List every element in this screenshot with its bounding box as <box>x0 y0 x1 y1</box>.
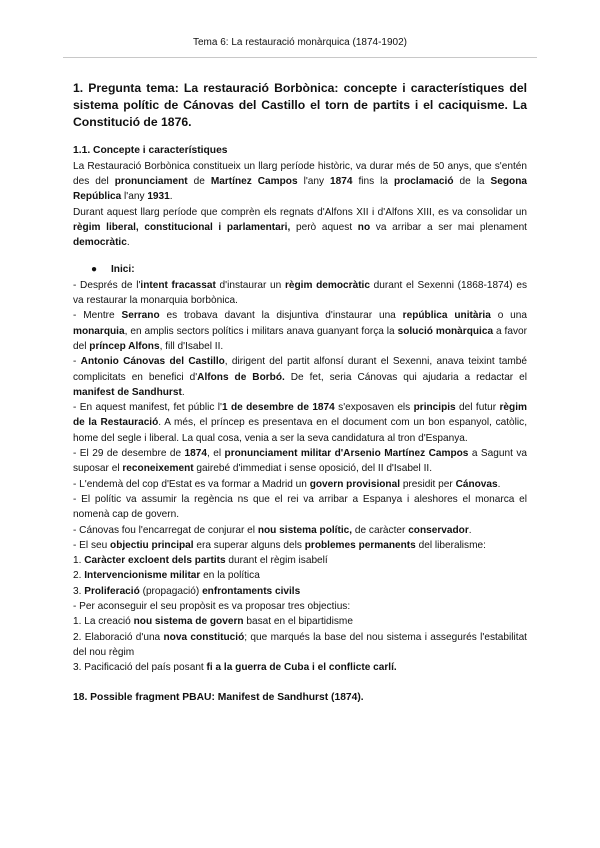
body-line: 2. Intervencionisme militar en la política <box>73 570 260 582</box>
bold-term: Cánovas <box>455 478 498 490</box>
bold-term: Serrano <box>121 310 160 322</box>
bold-term: govern provisional <box>309 478 401 490</box>
body-line: 1. La creació nou sistema de govern basat en el bipartidisme <box>73 616 353 628</box>
bullet-label: Inici: <box>111 264 135 276</box>
bold-term: reconeixement <box>122 463 194 475</box>
bullet-inici <box>73 262 527 277</box>
bold-term: problemes permanents <box>304 539 416 551</box>
bold-term: fi a la guerra de Cuba i el conflicte carlí. <box>206 662 397 674</box>
fragment-heading: 18. Possible fragment PBAU: Manifest de Sandhurst (1874). <box>73 692 364 704</box>
bold-term: pronunciament militar d'Arsenio Martínez Campos <box>224 448 469 460</box>
section-title: 1. Pregunta tema: La restauració Borbònica: concepte i característiques del sistema polític de Cánovas del Castillo el torn de partits i el caciquisme. La Constitució de 1876. <box>73 81 527 129</box>
bold-term: manifest de Sandhurst <box>73 386 182 398</box>
bold-term: règim democràtic <box>284 279 370 291</box>
bold-term: democràtic <box>73 237 127 249</box>
bold-term: objectiu principal <box>110 539 194 551</box>
bold-term: intent fracassat <box>140 279 216 291</box>
body-line: 3. Proliferació (propagació) enfrontaments civils <box>73 585 301 597</box>
bold-term: 1874 <box>184 448 207 460</box>
bold-term: no <box>357 221 371 233</box>
bold-term: Antonio Cánovas del Castillo <box>80 356 225 368</box>
bold-term: 1874 <box>330 175 353 187</box>
bold-term: Alfons de Borbó. <box>197 371 285 383</box>
bold-term: 1931 <box>147 191 170 203</box>
bold-term: proclamació <box>394 175 454 187</box>
body-line: - El seu objectiu principal era superar alguns dels problemes permanents del liberalisme: <box>73 539 486 551</box>
bullet-dot-icon: ● <box>91 264 98 276</box>
bold-term: república unitària <box>402 310 491 322</box>
body-line: - Mentre Serrano es trobava davant la disjuntiva d'instaurar una república unitària o una monarquia, en amplis sectors polítics i militars anava guanyant força la solució monàrquica a favor del príncep Alfons, fill d'Isabel II. <box>73 310 527 352</box>
bold-term: 1 de desembre de 1874 <box>221 402 335 414</box>
bold-term: pronunciament <box>114 175 188 187</box>
body-line: - El polític va assumir la regència ns que el rei va arribar a Espanya i aleshores el monarca el nomenà cap de govern. <box>73 493 527 521</box>
subsection-title: 1.1. Concepte i característiques <box>73 145 228 157</box>
body-line: - El 29 de desembre de 1874, el pronunciament militar d'Arsenio Martínez Campos a Sagunt va suposar el reconeixement gairebé d'immediat i sense oposició, del II d'Isabel II. <box>73 448 527 475</box>
body-line: 2. Elaboració d'una nova constitució; que marqués la base del nou sistema i assegurés l'estabilitat del nou règim <box>73 631 527 658</box>
body-line: 3. Pacificació del país posant fi a la guerra de Cuba i el conflicte carlí. <box>73 662 397 674</box>
bold-term: principis <box>413 402 456 414</box>
bold-term: Intervencionisme militar <box>84 570 201 582</box>
bold-term: Segona República <box>73 175 527 203</box>
intro-paragraph-1: La Restauració Borbònica constitueix un llarg període històric, va durar més de 50 anys, que s'entén des del pronunciament de Martínez Campos l'any 1874 fins la proclamació de la Segona República l'any 1931. <box>73 160 527 203</box>
bold-term: enfrontaments civils <box>202 585 301 597</box>
bold-term: monarquia <box>73 325 125 337</box>
body-lines <box>73 278 527 676</box>
bold-term: règim liberal, constitucional i parlamentari, <box>73 221 291 233</box>
body-line: - Després de l'intent fracassat d'instaurar un règim democràtic durant el Sexenni (1868-1874) es va restaurar la monarquia borbònica. <box>73 279 527 307</box>
bold-term: Martínez Campos <box>210 175 298 187</box>
bold-term: Proliferació <box>84 585 140 597</box>
bold-term: nova constitució <box>163 631 245 643</box>
bold-term: solució monàrquica <box>397 325 494 337</box>
bold-term: conservador <box>408 524 469 536</box>
body-line: - Antonio Cánovas del Castillo, dirigent del partit alfonsí durant el Sexenni, anava teixint també complicitats en benefici d'Alfons de Borbó. De fet, seria Cánovas qui ajudaria a redactar el manifest de Sandhurst. <box>73 356 527 398</box>
body-line: - L'endemà del cop d'Estat es va formar a Madrid un govern provisional presidit per Cánovas. <box>73 478 501 490</box>
bold-term: Caràcter excloent dels partits <box>84 555 226 567</box>
document-content <box>73 80 527 706</box>
page-header: Tema 6: La restauració monàrquica (1874-1902) <box>192 37 407 48</box>
body-line: - Per aconseguir el seu propòsit es va proposar tres objectius: <box>73 601 351 612</box>
bold-term: príncep Alfons <box>89 340 160 352</box>
bold-term: nou sistema de govern <box>133 616 244 628</box>
body-line: - Cánovas fou l'encarregat de conjurar el nou sistema polític, de caràcter conservador. <box>73 524 472 536</box>
body-line: 1. Caràcter excloent dels partits durant el règim isabelí <box>73 555 328 567</box>
intro-paragraph-2: Durant aquest llarg període que comprèn els regnats d'Alfons XII i d'Alfons XIII, es va consolidar un règim liberal, constitucional i parlamentari, però aquest no va arribar a ser mai plenament democràtic. <box>73 206 527 249</box>
bold-term: règim de la Restauració <box>73 402 527 429</box>
bold-term: nou sistema polític, <box>257 524 353 536</box>
header-rule <box>63 57 537 58</box>
body-line: - En aquest manifest, fet públic l'1 de desembre de 1874 s'exposaven els principis del futur règim de la Restauració. A més, el príncep es presentava en el document com un bon espanyol, catòlic, home del segle i liberal. La qual cosa, venia a ser la seva candidatura al tron d'Espanya. <box>73 402 528 444</box>
